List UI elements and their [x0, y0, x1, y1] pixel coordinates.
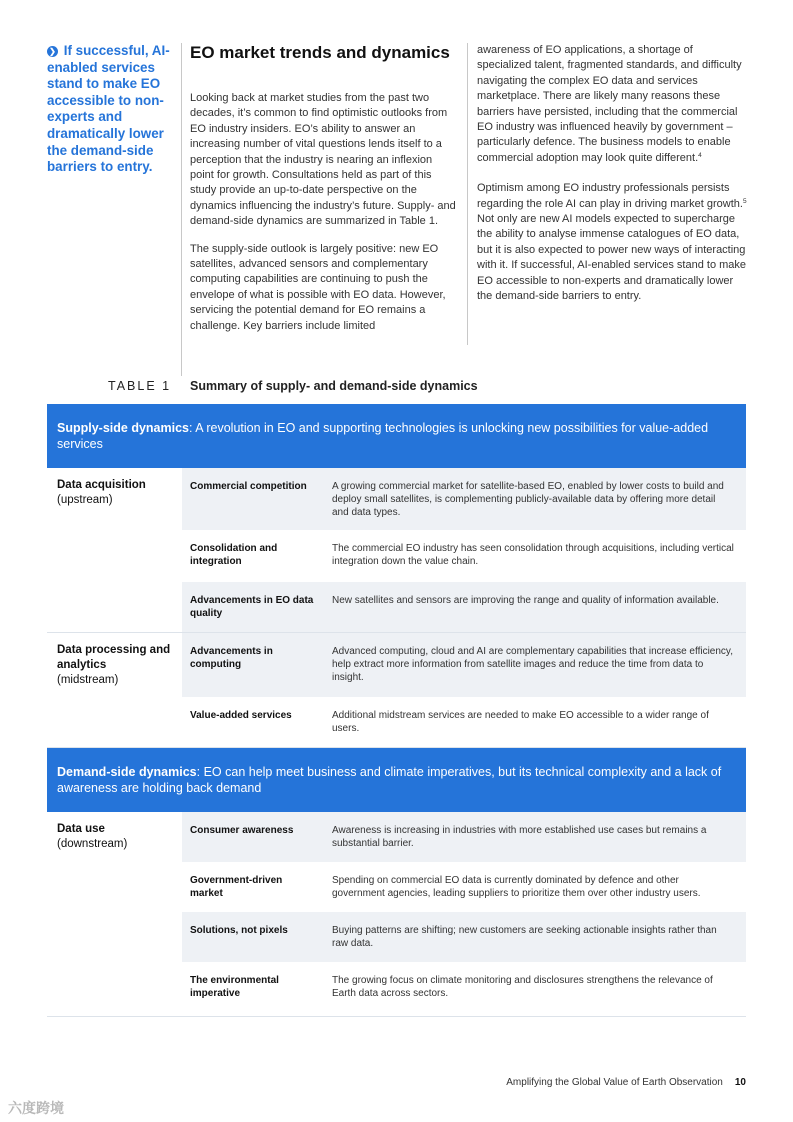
band-title: Demand-side dynamics [57, 765, 197, 779]
dynamics-table [47, 404, 746, 1017]
band-description: : A revolution in EO and supporting technologies is unlocking new possibilities for value-added services [57, 421, 709, 451]
table-row [182, 812, 746, 862]
group-stream: (midstream) [57, 674, 119, 686]
row-description: The growing focus on climate monitoring and disclosures strengthens the relevance of Earth data across sectors. [332, 975, 713, 999]
table-title: Summary of supply- and demand-side dynamics [190, 379, 478, 393]
row-description: Spending on commercial EO data is currently dominated by defence and other government agencies, leading suppliers to prioritize them over other industry users. [332, 875, 701, 899]
row-title: Government-driven market [190, 875, 283, 899]
row-description: Advanced computing, cloud and AI are complementary capabilities that increase efficiency, help extract more information from satellite images and reduce the time from data to insight. [332, 646, 733, 683]
page-footer [506, 1077, 746, 1088]
article-column-2 [477, 43, 749, 320]
band-title: Supply-side dynamics [57, 421, 189, 435]
group-label [47, 812, 182, 1016]
row-title: Advancements in EO data quality [190, 595, 314, 619]
row-title: Solutions, not pixels [190, 925, 288, 936]
group-name: Data acquisition [57, 479, 146, 491]
row-description: The commercial EO industry has seen consolidation through acquisitions, including vertical integration down the value chain. [332, 543, 734, 567]
body-paragraph: Looking back at market studies from the past two decades, it’s common to find optimistic outlooks from EO industry insiders. EO’s ability to answer an increasing number of vital questions lends itself to a perception that the industry is nearing an inflexion point for growth. Consultations held as part of this study provide an up-to-date perspective on the dynamics influencing the industry’s future. Supply- and demand-side dynamics are summarized in Table 1. [190, 92, 456, 228]
group-label [47, 633, 182, 747]
group-name: Data processing and analytics [57, 644, 171, 671]
row-title: The environmental imperative [190, 975, 279, 999]
supply-side-header [47, 404, 746, 468]
article-column-1 [190, 43, 458, 346]
table-row [182, 862, 746, 912]
table-row [182, 697, 746, 747]
group-name: Data use [57, 823, 105, 835]
table-row [182, 530, 746, 582]
group-stream: (upstream) [57, 494, 113, 506]
pull-quote [47, 43, 175, 176]
row-title: Commercial competition [190, 481, 307, 492]
watermark: 六度跨境 [8, 1100, 64, 1116]
row-title: Advancements in computing [190, 646, 273, 670]
footnote-ref[interactable]: 4 [698, 151, 702, 159]
chevron-right-icon: ❯ [47, 46, 58, 57]
group-stream: (downstream) [57, 838, 128, 850]
row-title: Value-added services [190, 710, 292, 721]
table-row [182, 468, 746, 530]
row-title: Consumer awareness [190, 825, 294, 836]
column-divider-left [181, 43, 182, 376]
body-paragraph: The supply-side outlook is largely positive: new EO satellites, advanced sensors and complementary computing capabilities are continuing to push the envelope of what is possible with EO data. However, servicing the potential demand for EO remains a challenge. Key barriers include limited [190, 242, 446, 332]
column-divider-right [467, 43, 468, 345]
footnote-ref[interactable]: 5 [742, 197, 747, 205]
row-description: A growing commercial market for satellite-based EO, enabled by lower costs to build and deploy small satellites, is complementing publicly-available data by offering more detail and data types. [332, 481, 724, 518]
footer-title: Amplifying the Global Value of Earth Observation [506, 1077, 723, 1088]
demand-side-header [47, 748, 746, 812]
section-heading: EO market trends and dynamics [190, 43, 450, 62]
table-row [182, 582, 746, 632]
table-row [182, 912, 746, 962]
row-description: Awareness is increasing in industries with more established use cases but remains a substantial barrier. [332, 825, 707, 849]
table-group [47, 468, 746, 633]
row-description: Buying patterns are shifting; new customers are seeking actionable insights rather than raw data. [332, 925, 717, 949]
row-title: Consolidation and integration [190, 543, 278, 567]
table-caption [108, 379, 748, 395]
band-description: : EO can help meet business and climate imperatives, but its technical complexity and a lack of awareness are holding back demand [57, 765, 722, 795]
body-paragraph: Optimism among EO industry professionals persists regarding the role AI can play in driving market growth.$^5$ Not only are new AI models expected to supercharge the ability to analyse immense catalogues of EO data, but it is also expected to power new ways of interacting with it. If successful, AI-enabled services stand to make EO accessible to non-experts and dramatically lower the demand-side barriers to entry. [477, 182, 747, 303]
row-description: New satellites and sensors are improving the range and quality of information available. [332, 595, 719, 606]
body-paragraph: awareness of EO applications, a shortage of specialized talent, fragmented standards, and difficulty navigating the complex EO data and services marketplace. There are likely many reasons these barriers have persisted, including that the commercial EO industry was influenced heavily by government – particularly defence. The business models to enable commercial adoption may look quite different.$^4$ [477, 44, 742, 164]
table-label: TABLE 1 [108, 379, 172, 393]
pull-quote-text: If successful, AI-enabled services stand to make EO accessible to non-experts and dramatically lower the demand-side barriers to entry. [47, 43, 170, 175]
page-number: 10 [734, 1077, 746, 1088]
table-group [47, 633, 746, 748]
group-label [47, 468, 182, 632]
row-description: Additional midstream services are needed to make EO accessible to a wider range of users. [332, 710, 709, 734]
table-row [182, 962, 746, 1016]
table-group [47, 812, 746, 1017]
table-row [182, 633, 746, 697]
